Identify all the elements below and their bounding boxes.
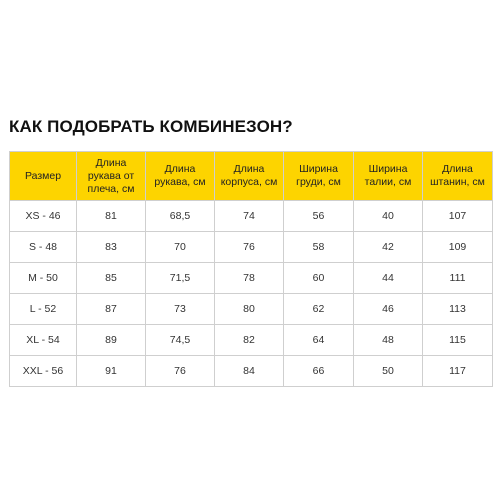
header-leg-length xyxy=(423,152,493,201)
table-cell: 64 xyxy=(284,325,354,356)
table-cell: 58 xyxy=(284,232,354,263)
table-cell: 84 xyxy=(215,356,284,387)
table-header-row xyxy=(10,152,493,201)
table-cell: 111 xyxy=(423,263,493,294)
header-sleeve-from-shoulder xyxy=(77,152,146,201)
table-cell: XL - 54 xyxy=(10,325,77,356)
table-cell: 48 xyxy=(354,325,423,356)
table-cell: L - 52 xyxy=(10,294,77,325)
table-row xyxy=(10,325,493,356)
header-sleeve-from-shoulder-label: Длина рукава от плеча, см xyxy=(87,156,135,195)
table-cell: 78 xyxy=(215,263,284,294)
table-cell: 117 xyxy=(423,356,493,387)
table-cell: 56 xyxy=(284,201,354,232)
header-sleeve-length xyxy=(146,152,215,201)
table-cell: 91 xyxy=(77,356,146,387)
header-body-length-label: Длина корпуса, см xyxy=(220,163,278,188)
header-chest-width-label: Ширина груди, см xyxy=(296,163,341,188)
table-cell: 87 xyxy=(77,294,146,325)
table-cell: 76 xyxy=(215,232,284,263)
table-cell: 74,5 xyxy=(146,325,215,356)
table-cell: 60 xyxy=(284,263,354,294)
table-cell: 50 xyxy=(354,356,423,387)
size-chart-table xyxy=(9,151,493,387)
table-cell: 74 xyxy=(215,201,284,232)
header-body-length xyxy=(215,152,284,201)
table-cell: S - 48 xyxy=(10,232,77,263)
table-row xyxy=(10,263,493,294)
table-cell: 71,5 xyxy=(146,263,215,294)
table-cell: 76 xyxy=(146,356,215,387)
header-chest-width xyxy=(284,152,354,201)
table-cell: 85 xyxy=(77,263,146,294)
table-cell: 109 xyxy=(423,232,493,263)
header-waist-width xyxy=(354,152,423,201)
table-cell: 46 xyxy=(354,294,423,325)
table-row xyxy=(10,356,493,387)
table-cell: 70 xyxy=(146,232,215,263)
table-cell: 80 xyxy=(215,294,284,325)
table-cell: XS - 46 xyxy=(10,201,77,232)
table-cell: 66 xyxy=(284,356,354,387)
table-cell: 40 xyxy=(354,201,423,232)
table-cell: 115 xyxy=(423,325,493,356)
header-leg-length-label: Длина штанин, см xyxy=(430,163,485,188)
page-title: КАК ПОДОБРАТЬ КОМБИНЕЗОН? xyxy=(9,117,293,136)
header-size xyxy=(10,152,77,201)
table-cell: 83 xyxy=(77,232,146,263)
table-cell: 89 xyxy=(77,325,146,356)
header-waist-width-label: Ширина талии, см xyxy=(364,163,412,188)
table-cell: 42 xyxy=(354,232,423,263)
header-size-label: Размер xyxy=(24,169,62,182)
header-sleeve-length-label: Длина рукава, см xyxy=(154,163,206,188)
table-row xyxy=(10,201,493,232)
table-cell: 62 xyxy=(284,294,354,325)
table-cell: 82 xyxy=(215,325,284,356)
table-cell: 107 xyxy=(423,201,493,232)
table-row xyxy=(10,294,493,325)
table-cell: M - 50 xyxy=(10,263,77,294)
table-cell: 73 xyxy=(146,294,215,325)
table-cell: 68,5 xyxy=(146,201,215,232)
table-cell: 113 xyxy=(423,294,493,325)
table-cell: XXL - 56 xyxy=(10,356,77,387)
table-row xyxy=(10,232,493,263)
table-cell: 44 xyxy=(354,263,423,294)
table-cell: 81 xyxy=(77,201,146,232)
